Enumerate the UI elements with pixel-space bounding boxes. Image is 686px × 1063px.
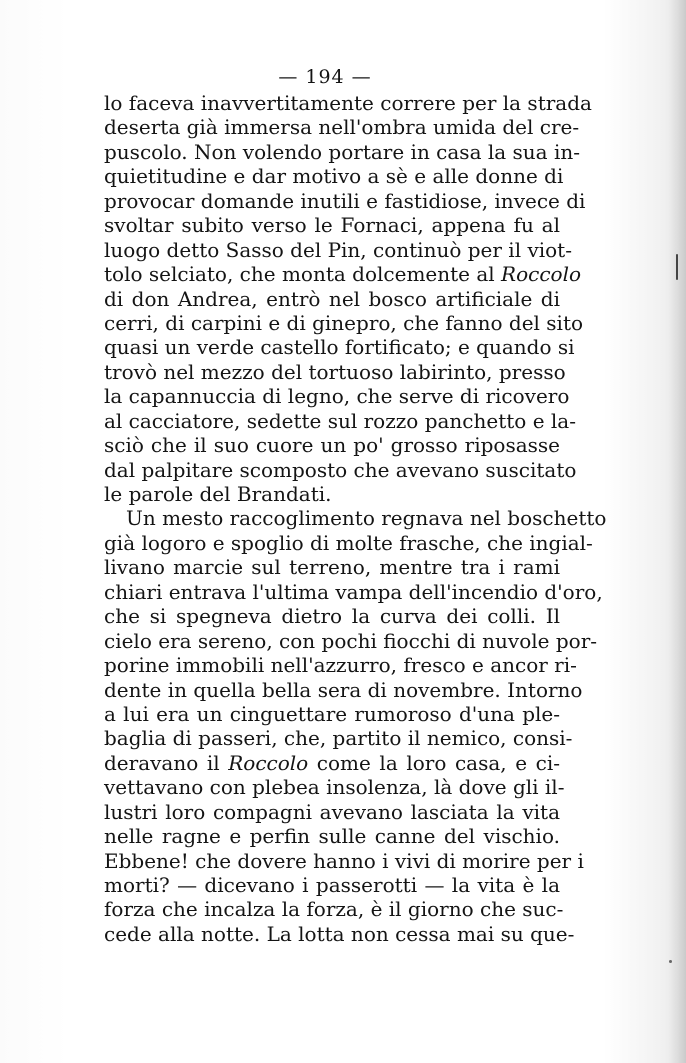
text-line-5: provocar domande inutili e fastidiose, invece di xyxy=(104,188,586,213)
text-line-35: cede alla notte. La lotta non cessa mai su que- xyxy=(104,921,575,946)
text-line-21: chiari entrava l'ultima vampa dell'incendio d'oro, xyxy=(104,579,603,604)
body-text xyxy=(104,91,607,946)
text-line-8: tolo selciato, che monta dolcemente al Roccolo xyxy=(104,262,582,287)
page-edge-shadow xyxy=(668,0,686,1063)
text-line-11: quasi un verde castello fortificato; e quando si xyxy=(104,335,575,360)
text-line-6: svoltar subito verso le Fornaci, appena fu al xyxy=(104,213,560,238)
text-line-32: Ebbene! che dovere hanno i vivi di morire per i xyxy=(104,848,584,873)
text-line-28: deravano il Roccolo come la loro casa, e ci- xyxy=(104,750,560,775)
text-line-7: luogo detto Sasso del Pin, continuò per il viot- xyxy=(104,237,572,262)
text-line-27: baglia di passeri, che, partito il nemico, consi- xyxy=(104,726,573,751)
text-line-34: forza che incalza la forza, è il giorno che suc- xyxy=(104,897,564,922)
text-line-23: cielo era sereno, con pochi fiocchi di nuvole por- xyxy=(104,628,598,653)
text-line-4: quietitudine e dar motivo a sè e alle donne di xyxy=(104,164,564,189)
text-line-33: morti? — dicevano i passerotti — la vita è la xyxy=(104,873,560,897)
text-line-17: le parole del Brandati. xyxy=(104,482,332,506)
italic-title: Roccolo xyxy=(501,262,582,287)
text-line-24: porine immobili nell'azzurro, fresco e ancor ri- xyxy=(104,653,577,678)
text-line-1: lo faceva inavvertitamente correre per la strada xyxy=(104,91,592,115)
text-line-25: dente in quella bella sera di novembre. Intorno xyxy=(104,677,583,702)
text-line-29: vettavano con plebea insolenza, là dove gli il- xyxy=(104,775,565,800)
text-line-20: livano marcie sul terreno, mentre tra i rami xyxy=(104,555,560,580)
margin-mark xyxy=(669,960,672,963)
text-line-13: la capannuccia di legno, che serve di ricovero xyxy=(104,384,570,409)
italic-title: Roccolo xyxy=(228,750,309,775)
margin-mark xyxy=(676,254,678,280)
text-line-9: di don Andrea, entrò nel bosco artificiale di xyxy=(104,286,560,311)
text-line-31: nelle ragne e perfin sulle canne del vischio. xyxy=(104,824,560,849)
text-line-2: deserta già immersa nell'ombra umida del cre- xyxy=(104,115,580,140)
text-line-3: puscolo. Non volendo portare in casa la sua in- xyxy=(104,139,580,164)
text-line-18: Un mesto raccoglimento regnava nel boschetto xyxy=(126,506,607,531)
text-line-30: lustri loro compagni avevano lasciata la vita xyxy=(104,799,560,824)
page-number: — 194 — xyxy=(278,66,372,88)
text-line-16: dal palpitare scomposto che avevano suscitato xyxy=(104,457,577,482)
text-line-22: che si spegneva dietro la curva dei colli. Il xyxy=(104,604,560,629)
text-line-19: già logoro e spoglio di molte frasche, che ingial- xyxy=(104,530,593,555)
text-line-14: al cacciatore, sedette sul rozzo panchetto e la- xyxy=(104,408,576,433)
text-line-15: sciò che il suo cuore un po' grosso riposasse xyxy=(104,433,560,458)
text-line-26: a lui era un cinguettare rumoroso d'una ple- xyxy=(104,701,560,726)
text-line-12: trovò nel mezzo del tortuoso labirinto, presso xyxy=(104,359,566,384)
text-line-10: cerri, di carpini e di ginepro, che fanno del sito xyxy=(104,310,584,335)
